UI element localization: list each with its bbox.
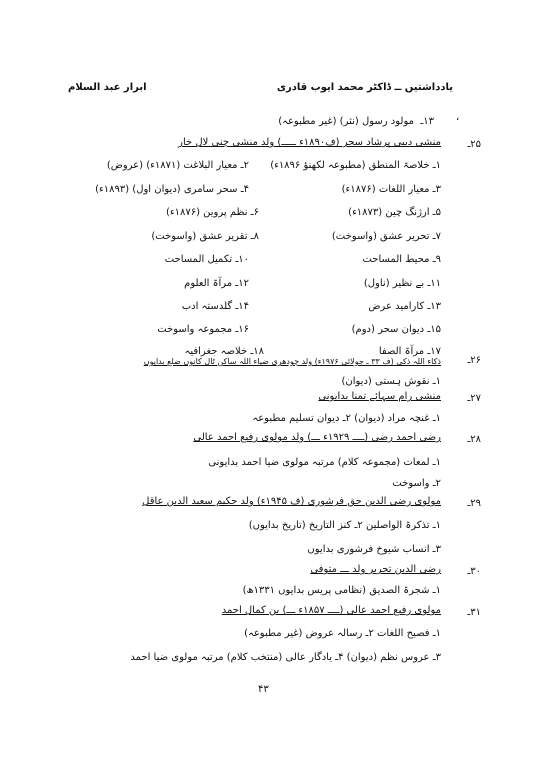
line-text: ۱۴ـ گلدستہ ادب bbox=[181, 301, 249, 312]
line-text: ۵ـ ارژنگ چین (۱۸۷۳ء) bbox=[348, 207, 441, 218]
line-text: ۳ـ انساب شیوخ فرشوری بدایوں bbox=[307, 544, 441, 555]
line-text: ۴ـ سحر سامری (دیوان اول) (۱۸۹۳ء) bbox=[95, 184, 249, 195]
line-text: ۸ـ تقریر عشق (واسوخت) bbox=[151, 231, 259, 242]
entry-number: ۲۸ـ bbox=[467, 434, 481, 445]
page-number: ۴۳ bbox=[258, 684, 269, 695]
line-text: مولود رسول (نثر) (غیر مطبوعہ) bbox=[278, 116, 414, 127]
line-text: ۱ـ شجرۃ الصدیق (نظامی پریس بدایوں ۱۳۳۱ھ) bbox=[242, 585, 441, 596]
line-text: ۱۰ـ تکمیل المساحت bbox=[164, 254, 249, 265]
line-text: ۱۲ـ مرآۃ العلوم bbox=[184, 278, 249, 289]
entry-heading: مولوی رضی الدین حق فرشوری (ف ۱۹۴۵ء) ولد حکیم سعید الدین عاقل bbox=[142, 496, 441, 507]
line-text: ۱ـ نقوش ہستی (دیوان) bbox=[341, 376, 441, 387]
entry-number: ۳۰ـ bbox=[467, 566, 481, 577]
entry-number: ۲۶ـ bbox=[467, 355, 481, 366]
line-text: ۳ـ عروس نظم (دیوان) ۴ـ یادگار عالی (منتخب کلام) مرتبہ مولوی ضیا احمد bbox=[130, 652, 441, 663]
line-text: ۹ـ محیط المساحت bbox=[362, 254, 441, 265]
line-text: ۳ـ معیار اللغات (۱۸۷۶ء) bbox=[341, 184, 441, 195]
entry-heading: منشی دیبی پرشاد سحر (ف۱۸۹۰ء ـــــ) ولد منشی چنی لال خار bbox=[178, 137, 441, 148]
entry-number: ۲۹ـ bbox=[467, 498, 481, 509]
entry-number: ۳۱ـ bbox=[467, 607, 481, 618]
entry-number: ۲۷ـ bbox=[467, 393, 481, 404]
line-text: ۶ـ نظم پروین (۱۸۷۶ء) bbox=[165, 207, 259, 218]
line-text: ۱۳ـ کارامید عرض bbox=[368, 301, 441, 312]
line-text: ۱۵ـ دیوان سحر (دوم) bbox=[351, 324, 441, 335]
line-text: ۱ـ خلاصۃ المنطق (مطبوعہ لکھنؤ ۱۸۹۶ء) bbox=[270, 160, 441, 171]
line-text: ۱۱ـ بے نظیر (ناول) bbox=[363, 278, 441, 289]
entry-number: ۲۵ـ bbox=[467, 139, 481, 150]
header-right: یادداشتیں ــ ڈاکٹر محمد ایوب قادری bbox=[276, 82, 453, 93]
entry-heading: ذکاء اللہ ذکی (ف ۳۳ ـ جولائی ۱۹۷۶ء) ولد چودھری ضیاء اللہ ساکن ٹال کانوں ضلع بدایوں bbox=[143, 357, 441, 366]
line-text: ۲ـ معیار البلاغت (۱۸۷۱ء) (عروض) bbox=[106, 160, 249, 171]
line-text: ۱ـ غنچہ مراد (دیوان) ۲ـ دیوان تسلیم مطبوعہ bbox=[252, 413, 441, 424]
line-text: ۱۸ـ خلاصہ جغرافیہ bbox=[184, 346, 264, 357]
line-text: ۱ـ فصیح اللغات ۲ـ رسالہ عروض (غیر مطبوعہ) bbox=[244, 628, 441, 639]
entry-heading: منشی رام سہائے تمنا بدایونی bbox=[318, 391, 441, 402]
line-text: ۱ـ لمعات (مجموعہ کلام) مرتبہ مولوی ضیا احمد بدایونی bbox=[208, 457, 441, 468]
line-text: ۷ـ تحریر عشق (واسوخت) bbox=[331, 231, 441, 242]
header-left: ابرار عبد السلام bbox=[68, 82, 147, 93]
entry-heading: مولوی رفیع احمد عالی (ــــ ۱۸۵۷ء ـــ) بن کمال احمد bbox=[221, 605, 441, 616]
line-text: ۱۶ـ مجموعہ واسوخت bbox=[157, 324, 249, 335]
top-mark: ، bbox=[456, 112, 460, 123]
entry-heading: رضی الدین تحریر ولد ـــ متوفی bbox=[310, 564, 441, 575]
line-text: ۱۷ـ مرآۃ الصفا bbox=[378, 346, 441, 357]
entry-heading: رضی احمد رضی (ــــ ۱۹۲۹ء ـــ) ولد مولوی رفیع احمد عالی bbox=[193, 432, 441, 443]
item-number: ۱۳ـ bbox=[420, 116, 434, 127]
line-text: ۱ـ تذکرۃ الواصلین ۲ـ کنز التاریخ (تاریخ بدایوں) bbox=[248, 520, 441, 531]
line-text: ۲ـ واسوخت bbox=[392, 478, 441, 489]
